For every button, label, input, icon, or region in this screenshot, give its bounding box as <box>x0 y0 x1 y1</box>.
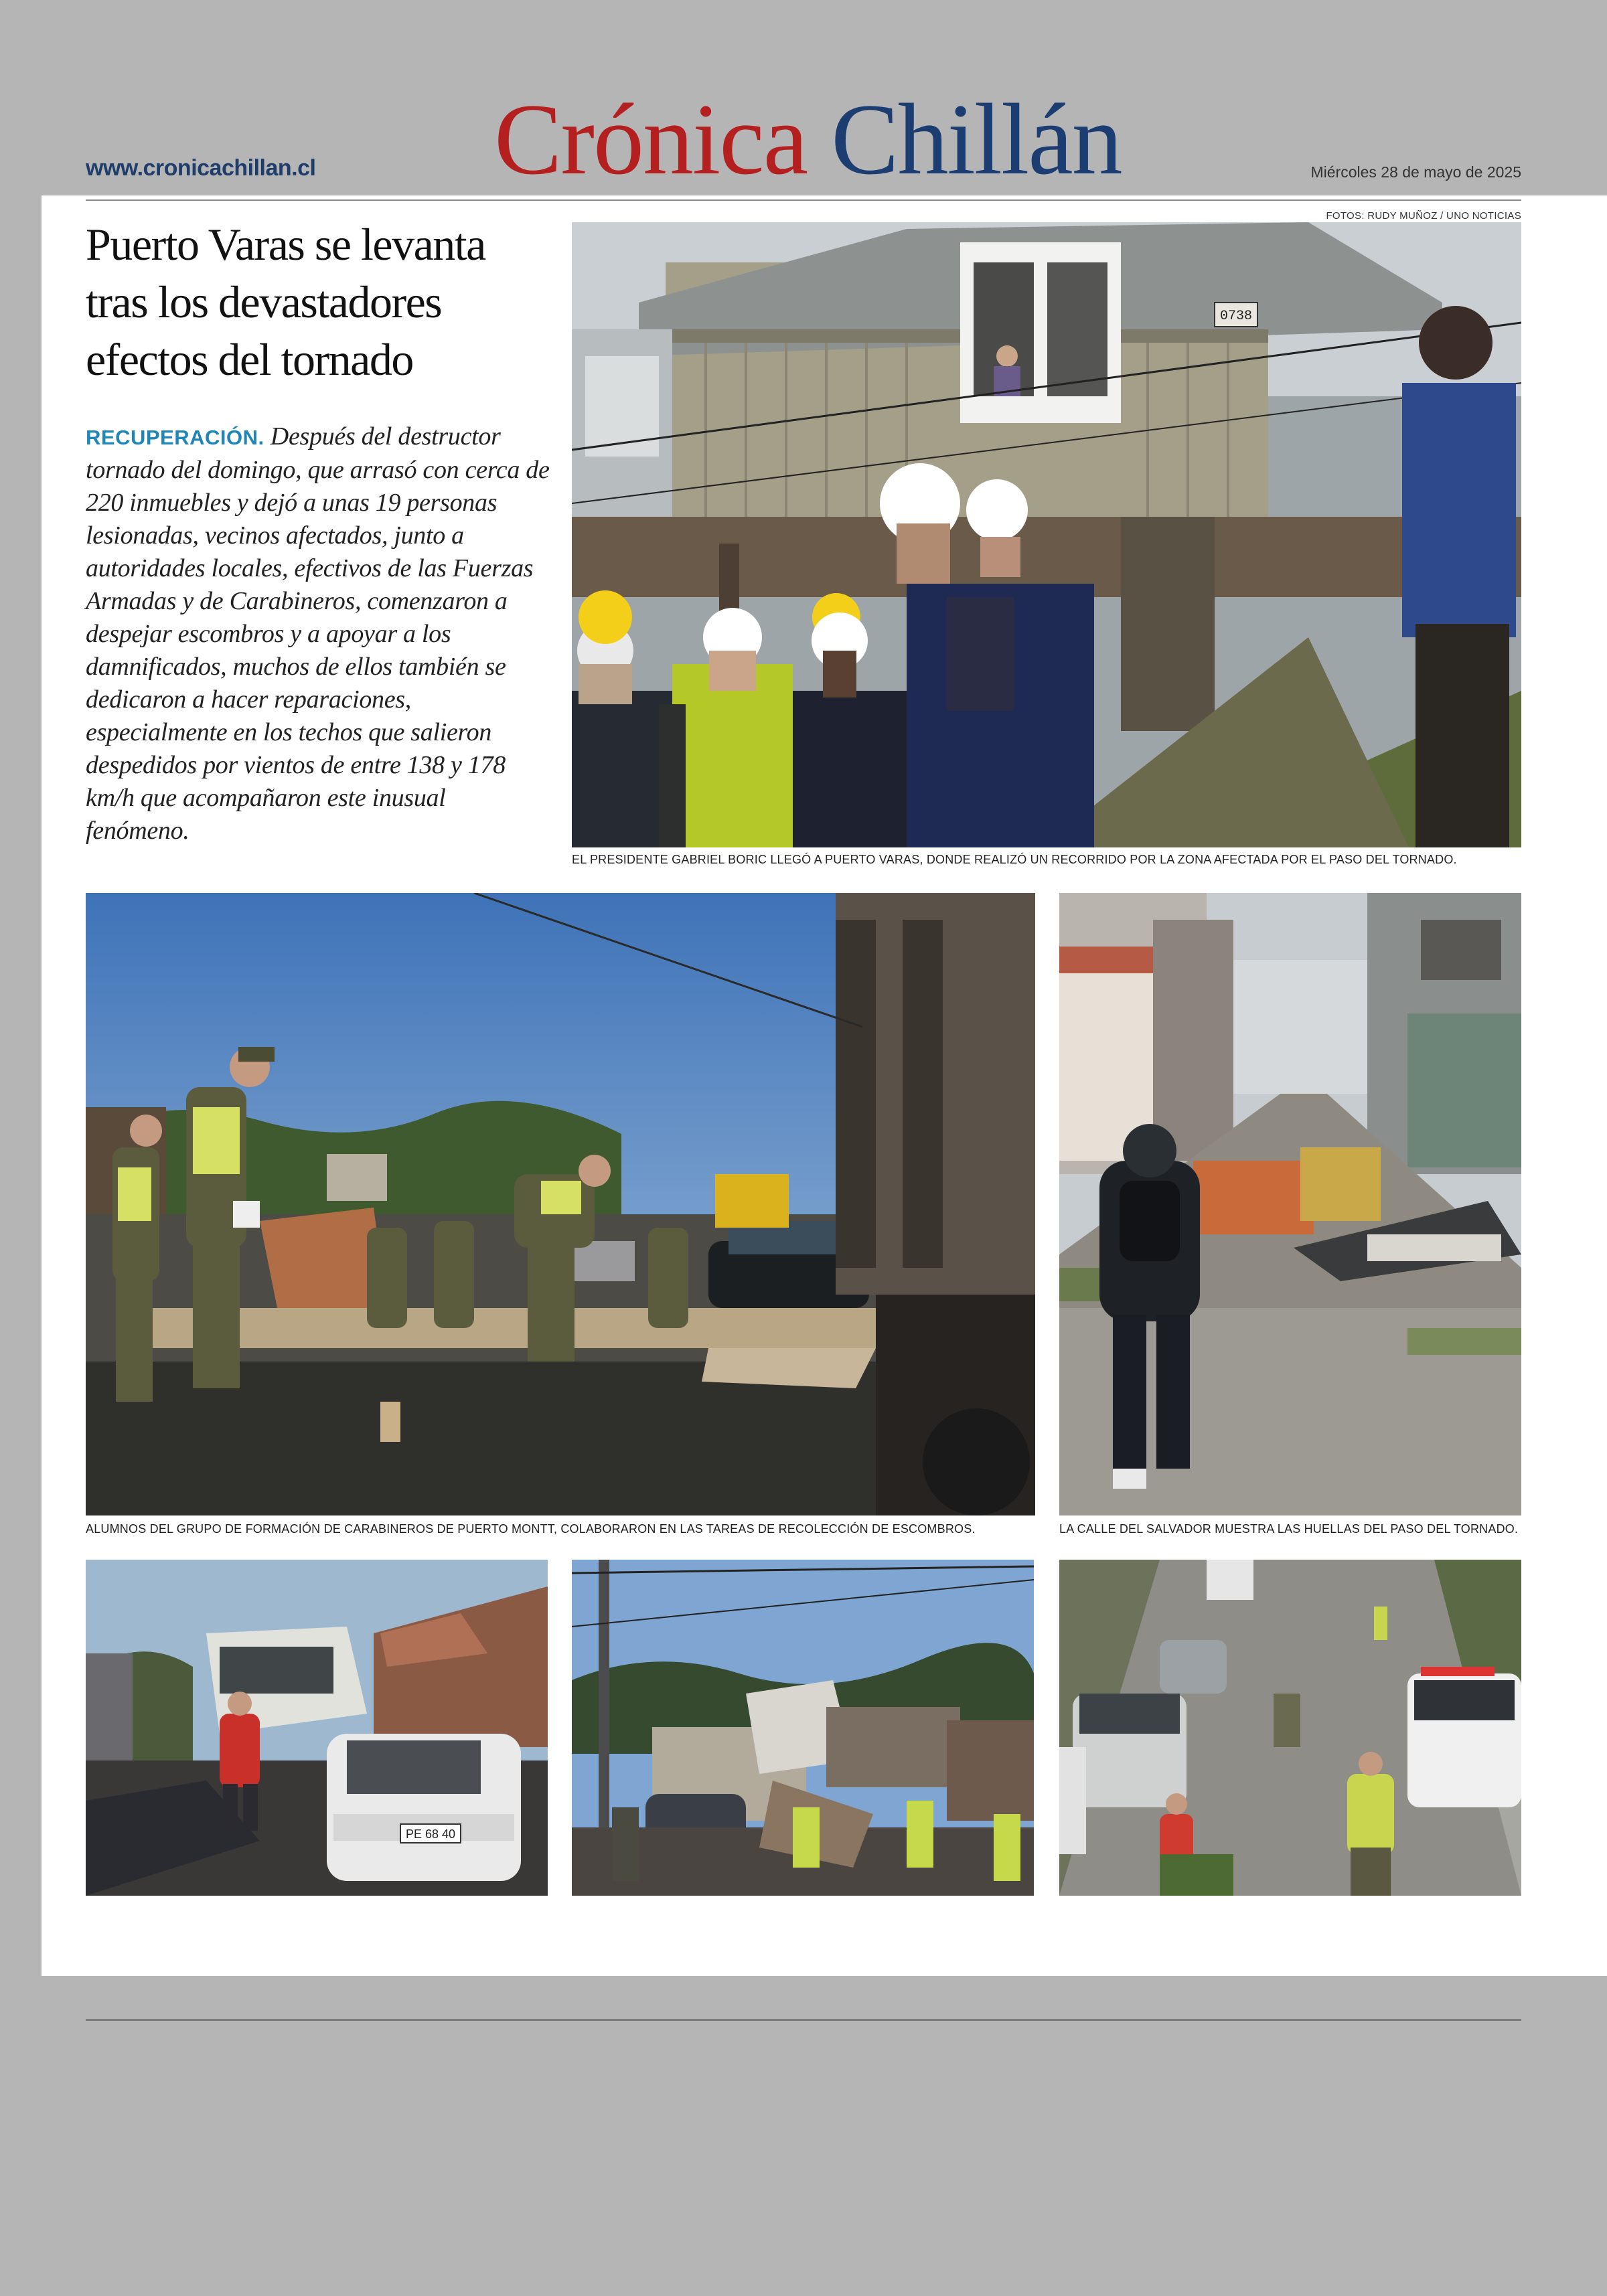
caption-president-visit: EL PRESIDENTE GABRIEL BORIC LLEGÓ A PUERTO VARAS, DONDE REALIZÓ UN RECORRIDO POR LA ZONA AFECTADA POR EL PASO DEL TORNADO. <box>572 853 1457 866</box>
caption-soldiers: ALUMNOS DEL GRUPO DE FORMACIÓN DE CARABINEROS DE PUERTO MONTT, COLABORARON EN LAS TAREAS DE RECOLECCIÓN DE ESCOMBROS. <box>86 1522 976 1536</box>
house-number-label: 0738 <box>1219 309 1253 324</box>
photo-president-visit <box>572 222 1521 847</box>
masthead-url[interactable]: www.cronicachillan.cl <box>86 155 316 181</box>
article-lede <box>86 420 554 847</box>
photo-credit: FOTOS: RUDY MUÑOZ / UNO NOTICIAS <box>1326 210 1521 222</box>
article-headline: Puerto Varas se levanta tras los devastadores efectos del tornado <box>86 219 485 385</box>
photo-street-cars <box>1059 1560 1521 1896</box>
bottom-rule <box>86 2019 1521 2021</box>
photo-collapsed-houses <box>572 1560 1034 1896</box>
license-plate-label: PE 68 40 <box>405 1827 456 1841</box>
top-rule <box>86 199 1521 201</box>
lede-text: Después del destructor tornado del domingo, que arrasó con cerca de 220 inmuebles y dejó a unas 19 personas lesionadas, vecinos afectados, junto a autoridades locales, efectivos de las Fuerzas Armadas y de Carabineros, comenzaron a despejar escombros y a apoyar a los damnificados, muchos de ellos también se dedicaron a hacer reparaciones, especialmente en los techos que salieron despedidos por vientos de entre 138 y 178 km/h que acompañaron este inusual fenómeno. <box>86 422 550 845</box>
issue-date: Miércoles 28 de mayo de 2025 <box>1310 163 1521 181</box>
photo-street-damage <box>1059 893 1521 1515</box>
photo-soldiers-debris <box>86 893 1035 1515</box>
brand-part-1: Crónica <box>494 83 808 195</box>
photo-damaged-car <box>86 1560 548 1896</box>
lede-kicker: RECUPERACIÓN. <box>86 426 264 449</box>
masthead-brand <box>494 83 1122 195</box>
brand-part-2: Chillán <box>831 83 1122 195</box>
caption-street: LA CALLE DEL SALVADOR MUESTRA LAS HUELLAS DEL PASO DEL TORNADO. <box>1059 1522 1519 1536</box>
